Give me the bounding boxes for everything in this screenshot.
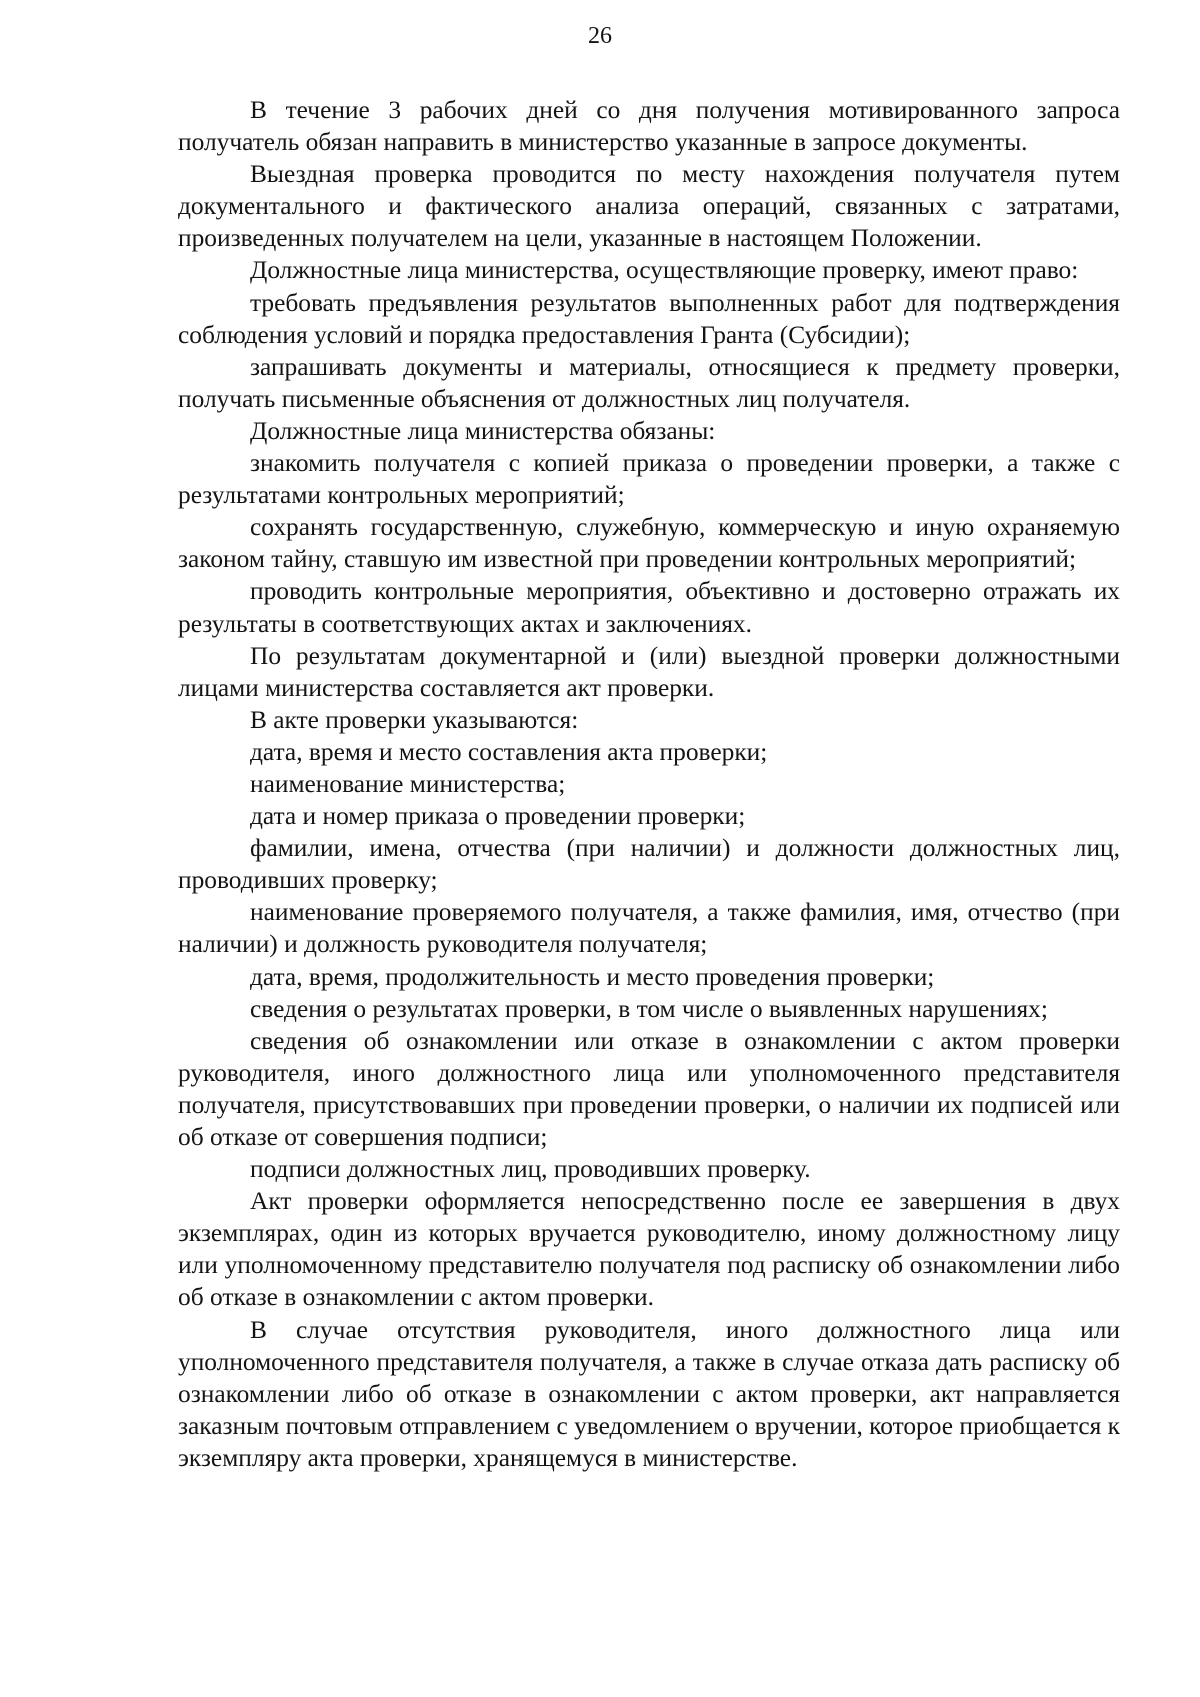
paragraph: В акте проверки указываются: bbox=[250, 705, 579, 734]
paragraph: сведения об ознакомлении или отказе в ознакомлении с актом проверки руководителя, иного должностного лица или уполномоченного представителя получателя, присутствовавших при проведении проверки, о наличии их подписей или об отказе от совершения подписи; bbox=[178, 1026, 1120, 1151]
paragraph: сохранять государственную, служебную, коммерческую и иную охраняемую законом тайну, ставшую им известной при проведении контрольных мероприятий; bbox=[178, 513, 1120, 574]
paragraph: наименование проверяемого получателя, а также фамилия, имя, отчество (при наличии) и должность руководителя получателя; bbox=[178, 898, 1120, 959]
paragraph: дата и номер приказа о проведении проверки; bbox=[250, 802, 746, 831]
paragraph: Должностные лица министерства обязаны: bbox=[250, 416, 716, 445]
paragraph: фамилии, имена, отчества (при наличии) и должности должностных лиц, проводивших проверку; bbox=[178, 834, 1120, 895]
page-number: 26 bbox=[588, 23, 612, 49]
paragraph: Должностные лица министерства, осуществляющие проверку, имеют право: bbox=[250, 256, 1079, 285]
paragraph: дата, время, продолжительность и место проведения проверки; bbox=[250, 962, 935, 991]
paragraph: В случае отсутствия руководителя, иного должностного лица или уполномоченного представителя получателя, а также в случае отказа дать расписку об ознакомлении либо об отказе в ознакомлении с актом проверки, акт направляется заказным почтовым отправлением с уведомлением о вручении, которое приобщается к экземпляру акта проверки, хранящемуся в министерстве. bbox=[178, 1315, 1120, 1472]
paragraph: дата, время и место составления акта проверки; bbox=[250, 737, 768, 766]
paragraph: сведения о результатах проверки, в том числе о выявленных нарушениях; bbox=[250, 994, 1048, 1023]
paragraph: Акт проверки оформляется непосредственно после ее завершения в двух экземплярах, один из которых вручается руководителю, иному должностному лицу или уполномоченному представителю получателя под расписку об ознакомлении либо об отказе в ознакомлении с актом проверки. bbox=[178, 1187, 1120, 1312]
paragraph: требовать предъявления результатов выполненных работ для подтверждения соблюдения условий и порядка предоставления Гранта (Субсидии); bbox=[178, 288, 1120, 349]
paragraph: запрашивать документы и материалы, относящиеся к предмету проверки, получать письменные объяснения от должностных лиц получателя. bbox=[178, 352, 1120, 413]
paragraph: подписи должностных лиц, проводивших проверку. bbox=[250, 1155, 811, 1184]
paragraph: знакомить получателя с копией приказа о проведении проверки, а также с результатами контрольных мероприятий; bbox=[178, 449, 1120, 510]
paragraph: наименование министерства; bbox=[250, 769, 566, 798]
paragraph: В течение 3 рабочих дней со дня получения мотивированного запроса получатель обязан направить в министерство указанные в запросе документы. bbox=[178, 96, 1120, 157]
paragraph: По результатам документарной и (или) выездной проверки должностными лицами министерства составляется акт проверки. bbox=[178, 641, 1120, 702]
paragraph: Выездная проверка проводится по месту нахождения получателя путем документального и фактического анализа операций, связанных с затратами, произведенных получателем на цели, указанные в настоящем Положении. bbox=[178, 160, 1120, 253]
document-body bbox=[178, 94, 1120, 1474]
paragraph: проводить контрольные мероприятия, объективно и достоверно отражать их результаты в соответствующих актах и заключениях. bbox=[178, 577, 1120, 638]
